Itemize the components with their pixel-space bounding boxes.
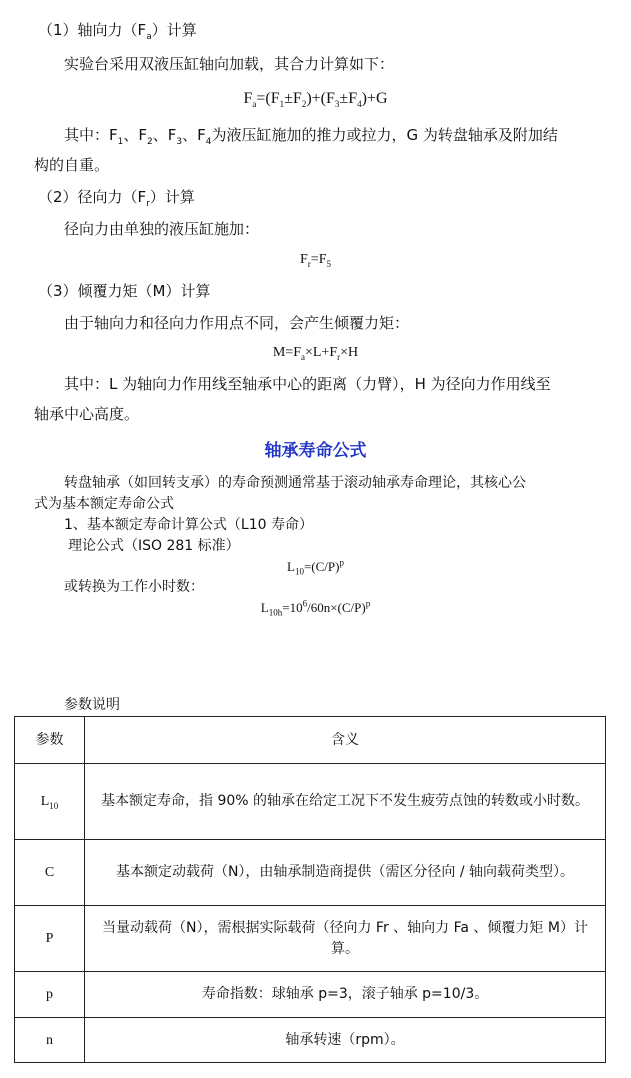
table-row [15,972,606,1018]
section-3-note-line-2: 轴承中心高度。 [34,405,140,423]
params-caption: 参数说明 [64,697,120,713]
param-cell: n [15,1018,85,1063]
life-intro-line-2: 式为基本额定寿命公式 [34,496,174,512]
table-row [15,840,606,906]
section-1-intro: 实验台采用双液压缸轴向加载，其合力计算如下： [64,55,395,73]
theory-formula-label: 理论公式（ISO 281 标准） [68,538,240,554]
table-header-row [15,717,606,764]
section-2-intro: 径向力由单独的液压缸施加： [64,220,260,238]
param-cell: C [15,840,85,906]
section-1-title: （1）轴向力$(F_a)$计算 [38,21,197,42]
section-1-note-line-2: 构的自重。 [34,156,110,174]
overturning-moment-formula: $M=F_a\times L+F_r\times H$ [272,345,359,362]
axial-force-formula: $F_a=(F_1\pm F_2)+(F_3\pm F_4)+G$ [243,90,388,110]
meaning-cell: 当量动载荷（N），需根据实际载荷（径向力 Fr 、轴向力 Fa 、倾覆力矩 M）计算。 [85,906,606,972]
table-row [15,764,606,840]
l10h-formula: $L_{10h}=10^6/60n\times(C/P)^p$ [260,598,371,618]
life-intro-line-1: 转盘轴承（如回转支承）的寿命预测通常基于滚动轴承寿命理论，其核心公 [64,475,526,491]
meaning-cell: 基本额定动载荷（N），由轴承制造商提供（需区分径向 / 轴向载荷类型）。 [85,840,606,906]
param-cell: P [15,906,85,972]
table-row [15,906,606,972]
section-3-intro: 由于轴向力和径向力作用点不同，会产生倾覆力矩： [64,314,410,332]
header-meaning: 含义 [85,717,606,764]
l10-formula: $L_{10}=(C/P)^p$ [287,557,344,577]
param-cell: $L_{10}$ [15,764,85,840]
meaning-cell: 基本额定寿命，指 90% 的轴承在给定工况下不发生疲劳点蚀的转数或小时数。 [85,764,606,840]
radial-force-formula: $F_r=F_5$ [300,252,331,269]
header-param: 参数 [15,717,85,764]
param-cell: p [15,972,85,1018]
convert-hours-label: 或转换为工作小时数： [64,579,204,595]
table-row [15,1018,606,1063]
bearing-life-heading: 轴承寿命公式 [264,441,367,461]
section-1-note-line-1: 其中：$F_1$、$F_2$、$F_3$、$F_4$为液压缸施加的推力或拉力，G 为转盘轴承及附加结 [64,126,558,147]
section-3-note-line-1: 其中：L 为轴向力作用线至轴承中心的距离（力臂），H 为径向力作用线至 [64,375,551,393]
section-2-title: （2）径向力$(F_r)$计算 [38,188,195,209]
meaning-cell: 寿命指数：球轴承 p=3，滚子轴承 p=10/3。 [85,972,606,1018]
meaning-cell: 轴承转速（rpm）。 [85,1018,606,1063]
formula-item-1: 1、基本额定寿命计算公式（L10 寿命） [64,517,313,533]
section-3-title: （3）倾覆力矩（M）计算 [38,282,211,300]
parameter-table [14,716,606,1063]
